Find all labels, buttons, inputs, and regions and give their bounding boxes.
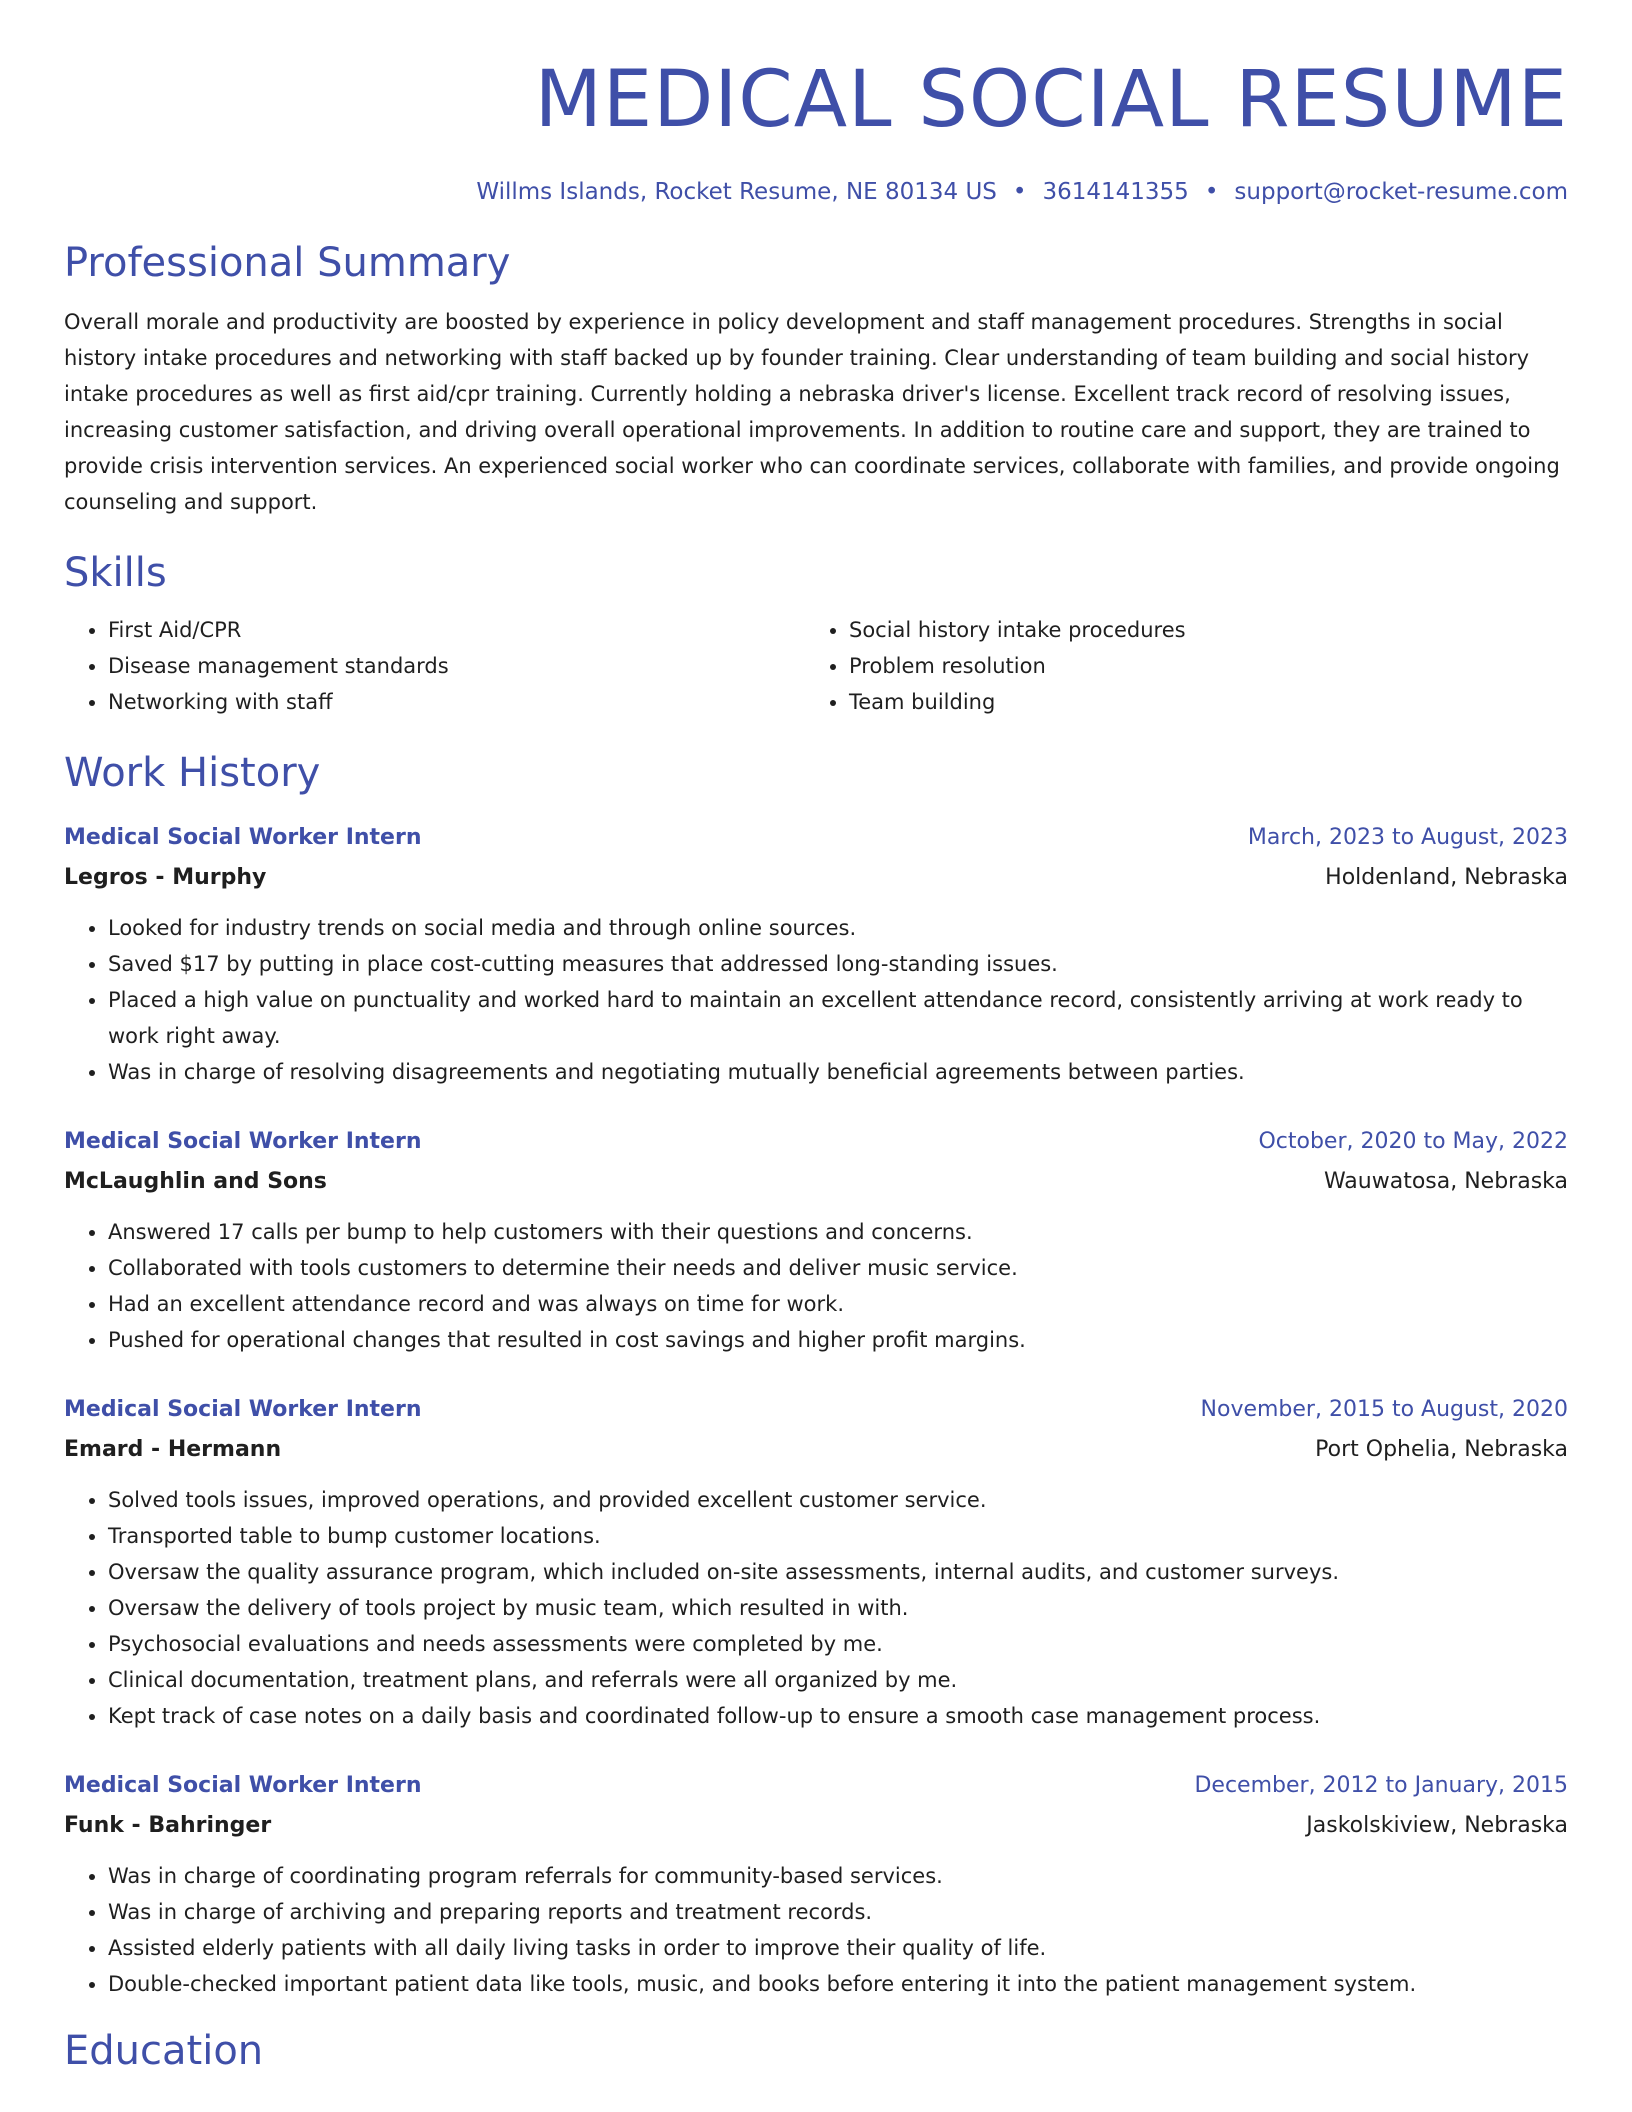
skill-item: • Social history intake procedures (849, 612, 1546, 648)
skills-column-right (805, 612, 1546, 720)
job-bullets (64, 1214, 1568, 1358)
job-bullet: • Looked for industry trends on social media and through online sources. (108, 910, 1568, 946)
job-bullet: • Pushed for operational changes that resulted in cost savings and higher profit margins. (108, 1322, 1568, 1358)
resume-title: MEDICAL SOCIAL RESUME (534, 55, 1568, 145)
job-bullets (64, 1858, 1568, 2002)
job-bullet: • Assisted elderly patients with all daily living tasks in order to improve their quality of life. (108, 1930, 1568, 1966)
separator-dot: • (1012, 179, 1027, 205)
contact-email[interactable]: support@rocket-resume.com (1234, 179, 1568, 205)
skill-item: • Problem resolution (849, 648, 1546, 684)
job-location: Wauwatosa, Nebraska (1323, 1169, 1568, 1194)
job-entry (64, 1390, 1568, 1734)
job-bullet: • Placed a high value on punctuality and worked hard to maintain an excellent attendance record, consistently arriving at work ready to work right away. (108, 982, 1568, 1054)
job-location: Port Ophelia, Nebraska (1315, 1437, 1568, 1462)
job-bullet: • Was in charge of coordinating program referrals for community-based services. (108, 1858, 1568, 1894)
job-bullet: • Clinical documentation, treatment plans, and referrals were all organized by me. (108, 1662, 1568, 1698)
job-bullet: • Kept track of case notes on a daily basis and coordinated follow-up to ensure a smooth case management process. (108, 1698, 1568, 1734)
summary-text: Overall morale and productivity are boosted by experience in policy development and staff management procedures. Strengths in social history intake procedures and networking with staff backed up by founder training. Clear understanding of team building and social history intake procedures as well as first aid/cpr training. Currently holding a nebraska driver's license. Excellent track record of resolving issues, increasing customer satisfaction, and driving overall operational improvements. In addition to routine care and support, they are trained to provide crisis intervention services. An experienced social worker who can coordinate services, collaborate with families, and provide ongoing counseling and support. (64, 310, 1560, 514)
skill-item: • Disease management standards (108, 648, 805, 684)
job-title: Medical Social Worker Intern (64, 1397, 422, 1422)
job-bullet: • Double-checked important patient data like tools, music, and books before entering it into the patient management system. (108, 1966, 1568, 2002)
contact-phone: 3614141355 (1042, 179, 1189, 205)
job-company: Funk - Bahringer (64, 1813, 272, 1838)
skill-item: • Team building (849, 684, 1546, 720)
job-bullet: • Had an excellent attendance record and was always on time for work. (108, 1286, 1568, 1322)
job-entry (64, 818, 1568, 1090)
job-title: Medical Social Worker Intern (64, 1129, 422, 1154)
job-bullet: • Collaborated with tools customers to determine their needs and deliver music service. (108, 1250, 1568, 1286)
job-bullet: • Was in charge of resolving disagreements and negotiating mutually beneficial agreements between parties. (108, 1054, 1568, 1090)
job-company: McLaughlin and Sons (64, 1169, 327, 1194)
job-dates: March, 2023 to August, 2023 (1247, 825, 1568, 850)
job-location: Jaskolskiview, Nebraska (1306, 1813, 1568, 1838)
job-bullet: • Psychosocial evaluations and needs assessments were completed by me. (108, 1626, 1568, 1662)
contact-address: Willms Islands, Rocket Resume, NE 80134 US (476, 179, 997, 205)
education-heading: Education (64, 2028, 264, 2074)
job-location: Holdenland, Nebraska (1325, 865, 1568, 890)
job-title: Medical Social Worker Intern (64, 825, 422, 850)
job-dates: December, 2012 to January, 2015 (1194, 1773, 1568, 1798)
skills-column-left (64, 612, 805, 720)
job-bullet: • Answered 17 calls per bump to help customers with their questions and concerns. (108, 1214, 1568, 1250)
skill-item: • First Aid/CPR (108, 612, 805, 648)
job-bullet: • Solved tools issues, improved operations, and provided excellent customer service. (108, 1482, 1568, 1518)
skill-item: • Networking with staff (108, 684, 805, 720)
job-bullets (64, 910, 1568, 1090)
job-company: Legros - Murphy (64, 865, 267, 890)
separator-dot: • (1204, 179, 1219, 205)
contact-line (64, 176, 1568, 208)
job-entry (64, 1766, 1568, 2002)
job-bullet: • Oversaw the quality assurance program, which included on-site assessments, internal audits, and customer surveys. (108, 1554, 1568, 1590)
job-bullet: • Was in charge of archiving and preparing reports and treatment records. (108, 1894, 1568, 1930)
summary-heading: Professional Summary (64, 240, 511, 286)
job-company: Emard - Hermann (64, 1437, 282, 1462)
skills-list (64, 612, 1568, 720)
skills-heading: Skills (64, 550, 167, 596)
job-title: Medical Social Worker Intern (64, 1773, 422, 1798)
job-bullets (64, 1482, 1568, 1734)
job-entry (64, 1122, 1568, 1358)
job-bullet: • Oversaw the delivery of tools project by music team, which resulted in with. (108, 1590, 1568, 1626)
work-history-heading: Work History (64, 750, 321, 796)
job-dates: October, 2020 to May, 2022 (1258, 1129, 1568, 1154)
job-bullet: • Transported table to bump customer locations. (108, 1518, 1568, 1554)
job-bullet: • Saved $17 by putting in place cost-cutting measures that addressed long-standing issues. (108, 946, 1568, 982)
job-dates: November, 2015 to August, 2020 (1200, 1397, 1568, 1422)
